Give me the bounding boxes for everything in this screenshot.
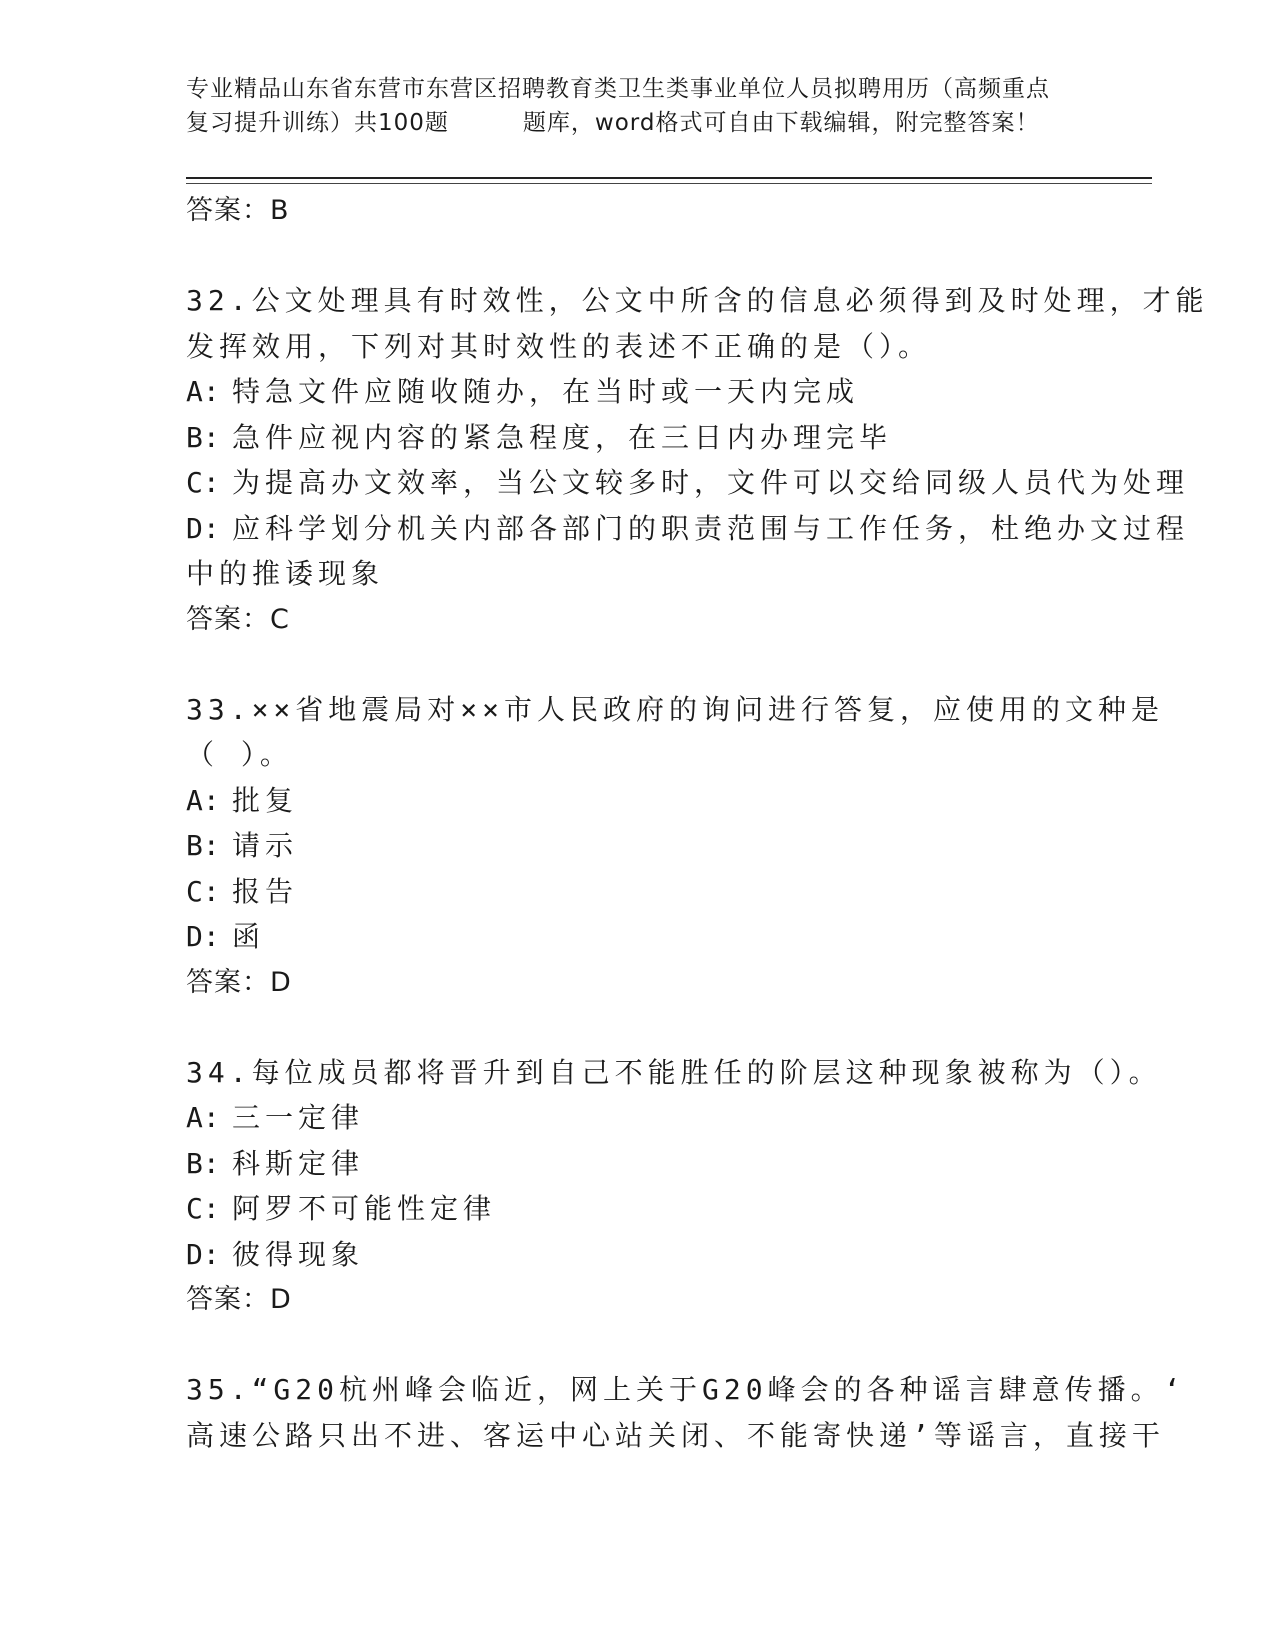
option-letter: B:: [186, 829, 220, 862]
question-stem-line: （ ）。: [186, 738, 293, 771]
option-letter: A:: [186, 375, 220, 408]
option-item: [186, 506, 1190, 597]
header-line-2: [186, 106, 1086, 140]
option-text: 急件应视内容的紧急程度，在三日内办理完毕: [232, 420, 893, 454]
question-stem-line: 34.每位成员都将晋升到自己不能胜任的阶层这种现象被称为（）。: [186, 1055, 1162, 1089]
option-item: [186, 823, 1086, 869]
question-block: [186, 1050, 1162, 1323]
question-block: [186, 687, 1165, 1005]
answer-line: 答案：D: [186, 966, 292, 998]
option-text: 科斯定律: [232, 1146, 365, 1180]
option-line: [186, 823, 1086, 869]
option-text: 三一定律: [232, 1101, 365, 1134]
answer-line: 答案：D: [186, 1284, 292, 1315]
question-stem-line: 35.“G20杭州峰会临近，网上关于G20峰会的各种谣言肆意传播。‘: [186, 1373, 1186, 1406]
option-line-continued: 中的推诿现象: [186, 557, 385, 590]
option-line: [186, 369, 1086, 415]
option-line: [186, 869, 1086, 915]
answer-line: 答案：B: [186, 195, 290, 226]
option-text: 特急文件应随收随办，在当时或一天内完成: [232, 375, 860, 408]
question-stem-line: 33.××省地震局对××市人民政府的询问进行答复，应使用的文种是: [186, 692, 1165, 726]
option-text: 函: [232, 920, 266, 953]
header-divider-thick: [186, 177, 1152, 179]
option-item: [186, 460, 1190, 506]
question-stem: [186, 1050, 1162, 1096]
option-letter: B:: [186, 420, 220, 454]
option-letter: C:: [186, 466, 220, 499]
option-item: [186, 778, 1086, 824]
option-item: [186, 914, 1086, 960]
question-content: [186, 188, 1209, 1458]
option-text: 报告: [232, 874, 299, 908]
option-letter: B:: [186, 1146, 220, 1180]
question-stem-line: 32.公文处理具有时效性，公文中所含的信息必须得到及时处理，才能: [186, 284, 1209, 317]
option-letter: C:: [186, 874, 220, 908]
option-line: [186, 914, 1086, 960]
option-item: [186, 1186, 1086, 1232]
header-line-1: 专业精品山东省东营市东营区招聘教育类卫生类事业单位人员拟聘用历（高频重点: [186, 76, 1050, 102]
option-letter: C:: [186, 1192, 220, 1225]
option-line: [186, 460, 1190, 506]
answer-line: 答案：C: [186, 603, 290, 635]
option-text: 阿罗不可能性定律: [232, 1192, 497, 1225]
option-item: [186, 369, 1086, 415]
option-item: [186, 1095, 1086, 1141]
header-divider-thin: [186, 183, 1152, 184]
option-line: [186, 778, 1086, 824]
option-letter: D:: [186, 1237, 220, 1271]
header-line-2-right: 题库，word格式可自由下载编辑，附完整答案！: [522, 110, 1040, 136]
option-line: [186, 415, 1086, 461]
option-line: [186, 1095, 1086, 1141]
option-item: [186, 1141, 1086, 1187]
option-item: [186, 869, 1086, 915]
question-stem: [186, 1367, 1186, 1458]
question-block: [186, 278, 1209, 642]
option-text: 请示: [232, 829, 299, 862]
option-item: [186, 1232, 1086, 1278]
option-text: 为提高办文效率，当公文较多时，文件可以交给同级人员代为处理: [232, 466, 1190, 499]
header-line-2-left: 复习提升训练）共100题: [186, 110, 449, 136]
option-item: [186, 415, 1086, 461]
option-letter: D:: [186, 920, 220, 953]
option-letter: D:: [186, 511, 220, 545]
option-line: [186, 1141, 1086, 1187]
option-line: [186, 506, 1190, 552]
question-block: [186, 1367, 1186, 1458]
option-line: [186, 1232, 1086, 1278]
question-stem: [186, 278, 1209, 369]
option-letter: A:: [186, 1101, 220, 1134]
option-text: 应科学划分机关内部各部门的职责范围与工作任务，杜绝办文过程: [232, 511, 1190, 545]
option-text: 彼得现象: [232, 1237, 365, 1271]
page-header: [186, 72, 1086, 140]
option-letter: A:: [186, 783, 220, 817]
option-line: [186, 1186, 1086, 1232]
question-list: [186, 278, 1209, 1458]
option-text: 批复: [232, 783, 299, 817]
question-stem-line: 发挥效用，下列对其时效性的表述不正确的是（）。: [186, 329, 932, 363]
question-stem: [186, 687, 1165, 778]
question-stem-line: 高速公路只出不进、客运中心站关闭、不能寄快递’等谣言，直接干: [186, 1418, 1165, 1452]
